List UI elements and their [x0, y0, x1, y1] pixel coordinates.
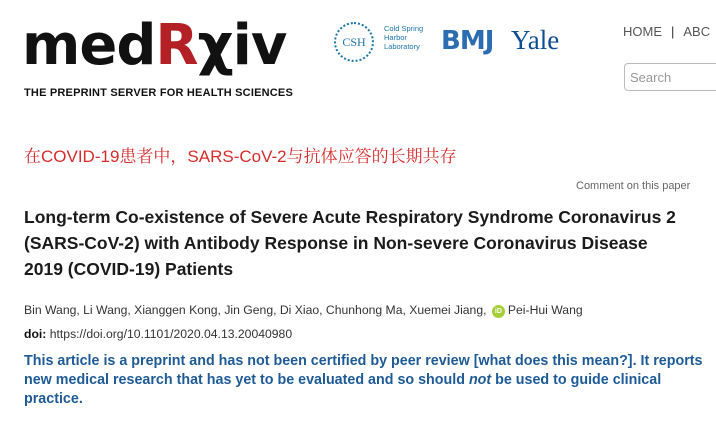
- top-nav: [623, 24, 710, 39]
- logo-wordmark-suffix: χiv: [197, 13, 287, 78]
- nav-home-link[interactable]: HOME: [623, 24, 662, 39]
- translated-title: 在COVID-19患者中，SARS-CoV-2与抗体应答的长期共存: [24, 147, 457, 166]
- disclaimer-emphasis: not: [468, 372, 492, 388]
- bmj-logo[interactable]: BMJ: [441, 26, 494, 56]
- medrxiv-logo[interactable]: [22, 14, 292, 104]
- authors-text: Bin Wang, Li Wang, Xianggen Kong, Jin Geng, Di Xiao, Chunhong Ma, Xuemei Jiang,: [24, 303, 487, 317]
- orcid-icon[interactable]: iD: [492, 305, 505, 318]
- csh-logo-icon[interactable]: [334, 22, 374, 62]
- logo-wordmark-r: R: [155, 13, 198, 78]
- disclaimer-text: This article is a preprint and has not been certified by peer review [what does this mean?]. It reports new medical research that has yet to be evaluated and so should: [24, 353, 703, 388]
- author-list: [24, 303, 714, 318]
- doi-label: doi:: [24, 327, 47, 341]
- logo-tagline: THE PREPRINT SERVER FOR HEALTH SCIENCES: [24, 87, 293, 99]
- doi-link[interactable]: https://doi.org/10.1101/2020.04.13.20040980: [49, 327, 293, 341]
- nav-about-link[interactable]: ABC: [683, 24, 711, 39]
- author-last[interactable]: Pei-Hui Wang: [507, 303, 583, 317]
- nav-separator: |: [671, 24, 675, 39]
- csh-logo-text[interactable]: Cold Spring Harbor Laboratory: [384, 24, 424, 51]
- comment-on-paper-link[interactable]: Comment on this paper: [576, 180, 691, 192]
- doi-line: [24, 327, 292, 341]
- disclaimer-text-end: be used to guide clinical practice.: [24, 372, 662, 407]
- csh-logo-mark: CSH: [342, 34, 366, 49]
- logo-wordmark: [22, 14, 286, 78]
- paper-title: Long-term Co-existence of Severe Acute Respiratory Syndrome Coronavirus 2 (SARS-CoV-2) with Antibody Response in Non-severe Coronavirus Disease 2019 (COVID-19) Patients: [24, 207, 676, 279]
- search-input[interactable]: Search: [624, 63, 716, 91]
- logo-wordmark-prefix: med: [22, 13, 156, 78]
- preprint-disclaimer: [24, 352, 704, 409]
- yale-logo[interactable]: Yale: [511, 25, 560, 55]
